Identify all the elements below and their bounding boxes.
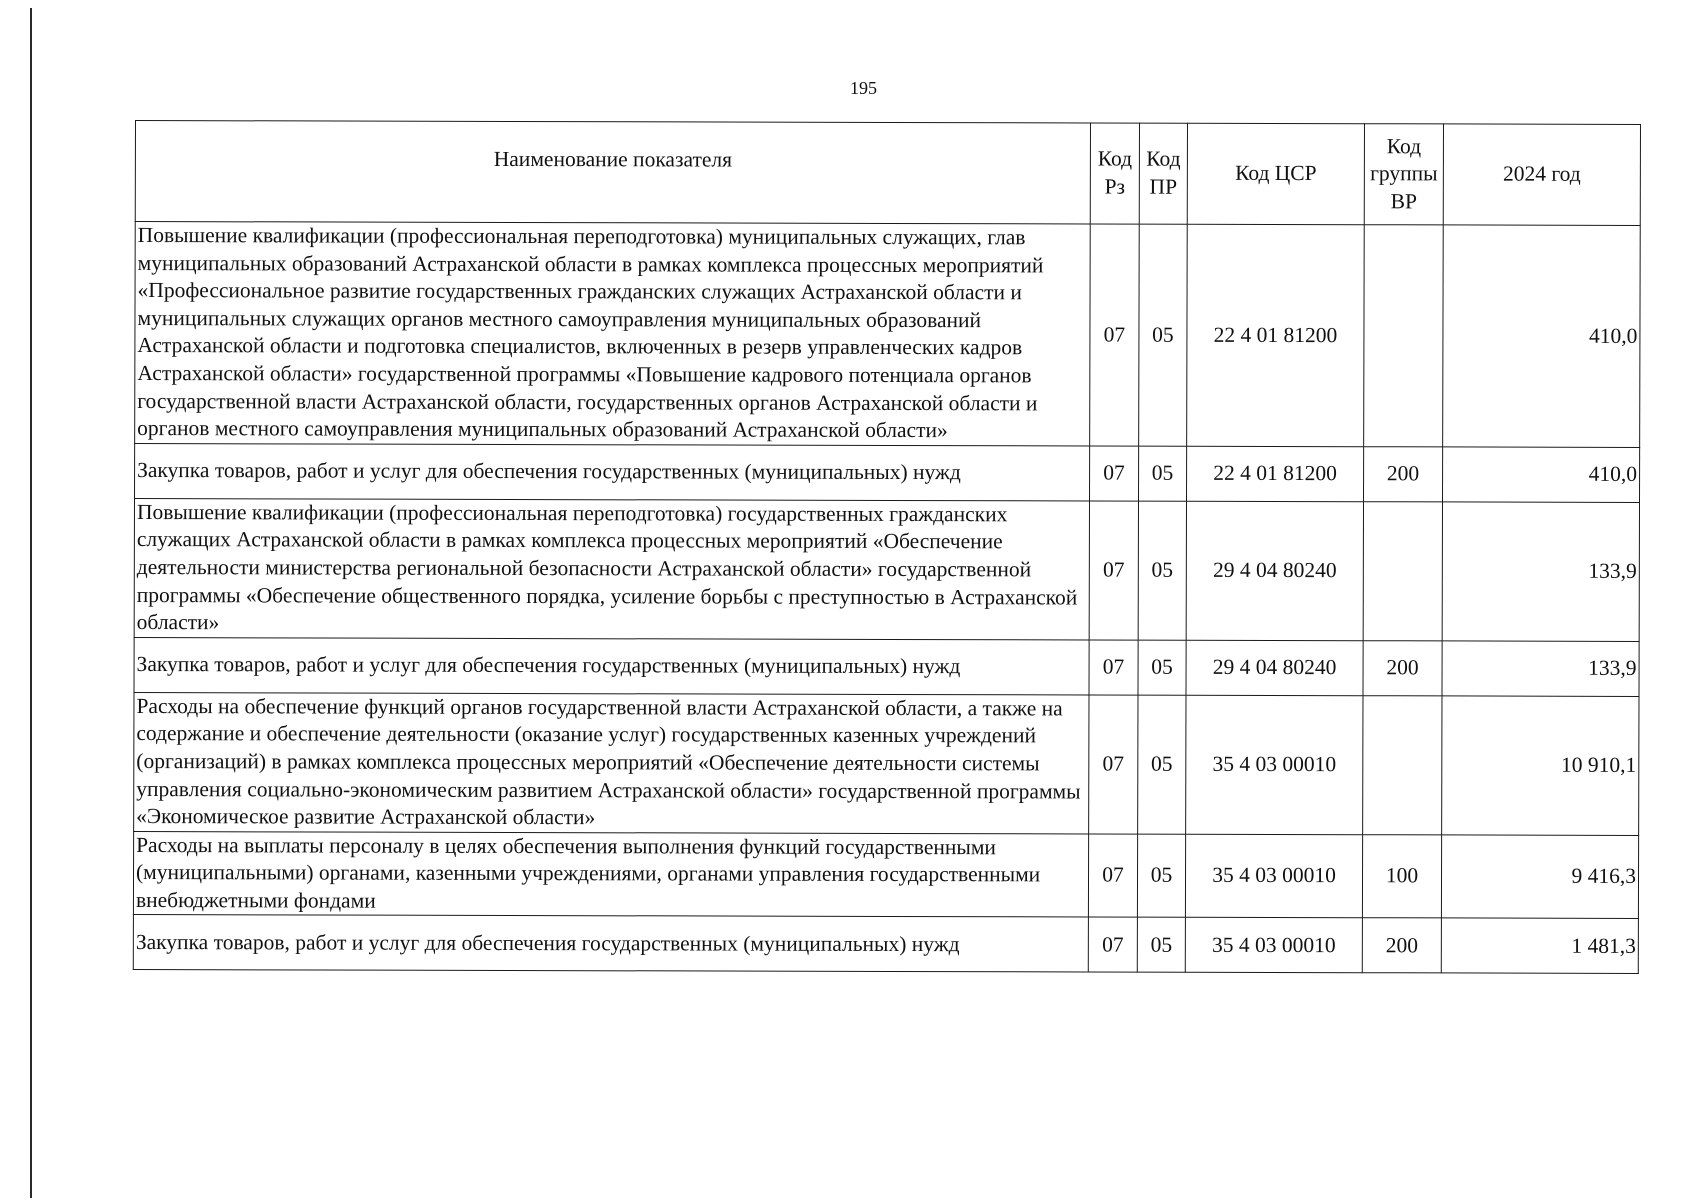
row-csr: 22 4 01 81200 bbox=[1187, 446, 1364, 501]
row-vr bbox=[1363, 695, 1442, 834]
row-rz: 07 bbox=[1089, 501, 1138, 640]
row-name: Закупка товаров, работ и услуг для обеспечения государственных (муниципальных) нужд bbox=[133, 915, 1088, 973]
row-pr: 05 bbox=[1137, 834, 1185, 918]
row-csr: 35 4 03 00010 bbox=[1186, 695, 1363, 834]
table-row bbox=[134, 498, 1639, 641]
table-row bbox=[134, 637, 1639, 696]
row-rz: 07 bbox=[1088, 917, 1137, 972]
row-amount: 133,9 bbox=[1442, 641, 1639, 697]
row-rz: 07 bbox=[1090, 446, 1139, 501]
row-vr: 200 bbox=[1362, 918, 1441, 973]
row-rz: 07 bbox=[1089, 640, 1138, 695]
row-pr: 05 bbox=[1139, 446, 1187, 501]
row-amount: 410,0 bbox=[1443, 225, 1641, 447]
row-amount: 10 910,1 bbox=[1442, 696, 1639, 835]
row-name: Закупка товаров, работ и услуг для обеспечения государственных (муниципальных) нужд bbox=[134, 637, 1089, 695]
table-row bbox=[135, 222, 1641, 448]
row-csr: 29 4 04 80240 bbox=[1186, 501, 1363, 640]
row-vr: 200 bbox=[1364, 446, 1443, 501]
row-csr: 29 4 04 80240 bbox=[1186, 640, 1363, 695]
header-rz: Код Рз bbox=[1090, 123, 1139, 224]
page-number: 195 bbox=[850, 78, 877, 98]
header-vr: Код группы ВР bbox=[1364, 124, 1443, 225]
row-pr: 05 bbox=[1137, 918, 1185, 973]
row-name: Закупка товаров, работ и услуг для обеспечения государственных (муниципальных) нужд bbox=[135, 443, 1090, 500]
row-amount: 9 416,3 bbox=[1441, 835, 1638, 919]
row-vr bbox=[1363, 501, 1442, 640]
row-pr: 05 bbox=[1139, 224, 1188, 446]
header-amount: 2024 год bbox=[1443, 124, 1640, 226]
row-rz: 07 bbox=[1088, 834, 1137, 918]
row-csr: 35 4 03 00010 bbox=[1185, 918, 1362, 973]
row-csr: 35 4 03 00010 bbox=[1185, 834, 1362, 918]
row-amount: 1 481,3 bbox=[1441, 918, 1638, 974]
row-rz: 07 bbox=[1089, 695, 1138, 834]
row-amount: 133,9 bbox=[1442, 502, 1639, 641]
scan-edge-line bbox=[30, 8, 32, 1198]
row-name: Расходы на обеспечение функций органов государственной власти Астраханской области, а также на содержание и обеспечение деятельности (оказание услуг) государственных казенных учреждений (организаций) в рамках комплекса процессных мероприятий «Обеспечение деятельности системы управления социально-экономическим развитием Астраханской области» государственной программы «Экономическое развитие Астраханской области» bbox=[134, 692, 1089, 833]
row-vr bbox=[1364, 225, 1444, 447]
table-row bbox=[135, 443, 1640, 502]
row-pr: 05 bbox=[1138, 695, 1186, 834]
row-name: Расходы на выплаты персоналу в целях обеспечения выполнения функций государственными (муниципальными) органами, казенными учреждениями, органами управления государственными внебюджетными фондами bbox=[133, 831, 1088, 917]
row-vr: 100 bbox=[1362, 834, 1441, 918]
row-pr: 05 bbox=[1138, 501, 1186, 640]
budget-table bbox=[133, 120, 1641, 974]
table-header-row bbox=[135, 121, 1640, 226]
header-csr: Код ЦСР bbox=[1187, 123, 1364, 224]
row-vr: 200 bbox=[1363, 640, 1442, 695]
row-pr: 05 bbox=[1138, 640, 1186, 695]
header-pr: Код ПР bbox=[1139, 123, 1187, 224]
table-row bbox=[134, 692, 1639, 835]
row-amount: 410,0 bbox=[1443, 447, 1640, 503]
table-row bbox=[133, 831, 1638, 919]
row-csr: 22 4 01 81200 bbox=[1187, 224, 1365, 446]
header-name: Наименование показателя bbox=[135, 121, 1090, 224]
row-name: Повышение квалификации (профессиональная переподготовка) муниципальных служащих, глав муниципальных образований Астраханской области в рамках комплекса процессных мероприятий «Профессиональное развитие государственных гражданских служащих Астраханской области и муниципальных служащих органов местного самоуправления муниципальных образований Астраханской области и подготовка специалистов, включенных в резерв управленческих кадров Астраханской области» государственной программы «Повышение кадрового потенциала органов государственной власти Астраханской области, государственных органов Астраханской области и органов местного самоуправления муниципальных образований Астраханской области» bbox=[135, 222, 1091, 446]
row-rz: 07 bbox=[1090, 224, 1140, 446]
row-name: Повышение квалификации (профессиональная переподготовка) государственных гражданских служащих Астраханской области в рамках комплекса процессных мероприятий «Обеспечение деятельности министерства региональной безопасности Астраханской области» государственной программы «Обеспечение общественного порядка, усиление борьбы с преступностью в Астраханской области» bbox=[134, 498, 1089, 639]
table-row bbox=[133, 915, 1638, 974]
